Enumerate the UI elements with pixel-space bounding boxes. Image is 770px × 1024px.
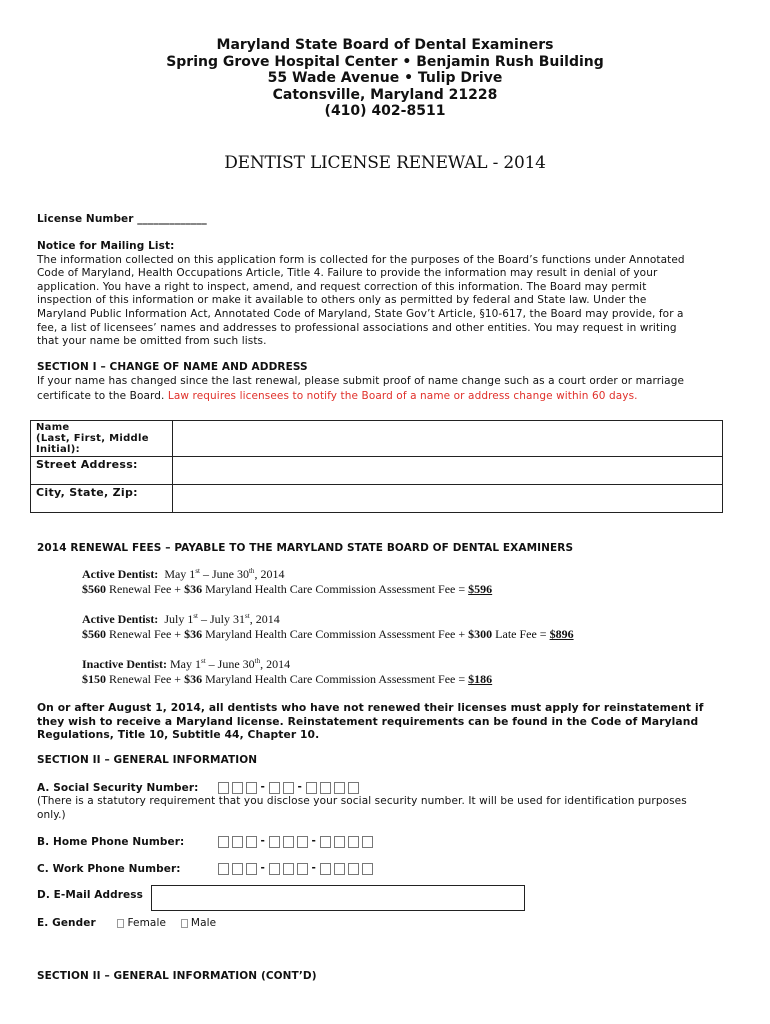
- phone-digit-box[interactable]: [362, 836, 373, 848]
- ssn-digit-box[interactable]: [283, 782, 294, 794]
- notice-line: fee, a list of licensees’ names and addresses to professional associations and other entities. You may request in writing: [37, 321, 677, 334]
- ssn-note: (There is a statutory requirement that you disclose your social security number. It will be used for identification purposes: [37, 795, 687, 808]
- gender-label: E. Gender: [37, 917, 96, 929]
- home-phone-row: B. Home Phone Number: - -: [37, 835, 376, 849]
- header-line-2: Spring Grove Hospital Center • Benjamin Rush Building: [166, 53, 604, 70]
- female-label: Female: [127, 917, 167, 929]
- license-number-label: License Number _____________: [37, 213, 207, 225]
- section-2-cont-heading: SECTION II – GENERAL INFORMATION (CONT’D): [37, 970, 317, 982]
- phone-digit-box[interactable]: [232, 863, 243, 875]
- reinstatement-notice: On or after August 1, 2014, all dentists who have not renewed their licenses must apply for reinstatement if they wish to receive a Maryland license. Reinstatement requirements can be found in the Code of Maryland Regulations, Title 10, Subtitle 44, Chapter 10.: [37, 701, 704, 742]
- notice-block: [37, 240, 737, 349]
- fee-active-on-time: Active Dentist: May 1st – June 30th, 2014 $560 Renewal Fee + $36 Maryland Health Care Commission Assessment Fee = $596: [82, 567, 493, 596]
- phone-digit-box[interactable]: [362, 863, 373, 875]
- ssn-digit-box[interactable]: [232, 782, 243, 794]
- notice-line: application. You have a right to inspect, amend, and request correction of this information. The Board may permit: [37, 280, 647, 293]
- page-title: DENTIST LICENSE RENEWAL - 2014: [224, 153, 546, 173]
- fees-heading: 2014 RENEWAL FEES – PAYABLE TO THE MARYLAND STATE BOARD OF DENTAL EXAMINERS: [37, 542, 574, 554]
- phone-digit-box[interactable]: [348, 863, 359, 875]
- notice-line: Maryland Public Information Act, Annotated Code of Maryland, State Gov’t Article, §10-617, the Board may provide, for a: [37, 307, 684, 320]
- fee-active-late: Active Dentist: July 1st – July 31st, 2014 $560 Renewal Fee + $36 Maryland Health Care Commission Assessment Fee + $300 Late Fee = $896: [82, 612, 574, 641]
- section-1-heading: SECTION I – CHANGE OF NAME AND ADDRESS: [37, 361, 308, 373]
- header-line-1: Maryland State Board of Dental Examiners: [216, 37, 554, 53]
- phone-digit-box[interactable]: [269, 836, 280, 848]
- header-line-3: 55 Wade Avenue • Tulip Drive: [267, 70, 503, 86]
- notice-line: inspection of this information or make it available to others only as permitted by federal and State law. Under the: [37, 294, 647, 307]
- section-2-heading: SECTION II – GENERAL INFORMATION: [37, 754, 258, 766]
- ssn-row: A. Social Security Number: - - (There is a statutory requirement that you disclose your social security number. It will be used for identification purposes only.): [37, 781, 747, 823]
- agency-header: [0, 37, 770, 120]
- ssn-digit-box[interactable]: [269, 782, 280, 794]
- name-address-table: [30, 420, 723, 513]
- phone-digit-box[interactable]: [246, 836, 257, 848]
- phone-digit-box[interactable]: [218, 836, 229, 848]
- female-checkbox[interactable]: [117, 919, 124, 928]
- ssn-digit-box[interactable]: [218, 782, 229, 794]
- phone-digit-box[interactable]: [232, 836, 243, 848]
- notice-heading: Notice for Mailing List:: [37, 240, 175, 252]
- phone-digit-box[interactable]: [334, 863, 345, 875]
- section-1-line: If your name has changed since the last renewal, please submit proof of name change such as a court order or marriage: [37, 374, 685, 387]
- notice-line: that your name be omitted from such lists.: [37, 335, 267, 348]
- section-1-block: [37, 361, 747, 404]
- male-label: Male: [190, 917, 217, 929]
- legal-requirement-note: Law requires licensees to notify the Board of a name or address change within 60 days.: [167, 390, 638, 403]
- ssn-digit-box[interactable]: [306, 782, 317, 794]
- ssn-digit-box[interactable]: [320, 782, 331, 794]
- phone-digit-box[interactable]: [297, 836, 308, 848]
- section-1-line-start: certificate to the Board.: [37, 390, 165, 403]
- phone-digit-box[interactable]: [246, 863, 257, 875]
- city-state-zip-label: City, State, Zip:: [31, 485, 173, 513]
- section-1-line: [37, 390, 747, 404]
- name-field[interactable]: [173, 421, 723, 457]
- street-address-field[interactable]: [173, 457, 723, 485]
- phone-digit-box[interactable]: [283, 863, 294, 875]
- header-line-4: Catonsville, Maryland 21228: [272, 86, 498, 103]
- work-phone-row: C. Work Phone Number: - -: [37, 862, 376, 876]
- phone-digit-box[interactable]: [297, 863, 308, 875]
- city-state-zip-field[interactable]: [173, 485, 723, 513]
- phone-digit-box[interactable]: [218, 863, 229, 875]
- work-phone-label: C. Work Phone Number:: [37, 862, 181, 875]
- name-label: Name (Last, First, Middle Initial):: [31, 421, 173, 457]
- ssn-digit-box[interactable]: [348, 782, 359, 794]
- header-line-5: (410) 402-8511: [324, 103, 446, 119]
- phone-digit-box[interactable]: [320, 836, 331, 848]
- ssn-note: only.): [37, 808, 66, 821]
- ssn-digit-box[interactable]: [334, 782, 345, 794]
- phone-digit-box[interactable]: [348, 836, 359, 848]
- phone-digit-box[interactable]: [320, 863, 331, 875]
- phone-digit-box[interactable]: [269, 863, 280, 875]
- ssn-digit-box[interactable]: [246, 782, 257, 794]
- home-phone-label: B. Home Phone Number:: [37, 835, 185, 848]
- phone-digit-box[interactable]: [334, 836, 345, 848]
- male-checkbox[interactable]: [181, 919, 188, 928]
- gender-row: [37, 917, 216, 931]
- email-input[interactable]: [151, 885, 525, 911]
- email-label: D. E-Mail Address: [37, 889, 143, 901]
- notice-line: Code of Maryland, Health Occupations Article, Title 4. Failure to provide the information may result in denial of your: [37, 267, 658, 280]
- notice-line: The information collected on this application form is collected for the purposes of the Board’s functions under Annotated: [37, 253, 685, 266]
- ssn-label: A. Social Security Number:: [37, 781, 199, 794]
- street-address-label: Street Address:: [31, 457, 173, 485]
- fee-inactive: Inactive Dentist: May 1st – June 30th, 2014 $150 Renewal Fee + $36 Maryland Health Care Commission Assessment Fee = $186: [82, 657, 493, 686]
- phone-digit-box[interactable]: [283, 836, 294, 848]
